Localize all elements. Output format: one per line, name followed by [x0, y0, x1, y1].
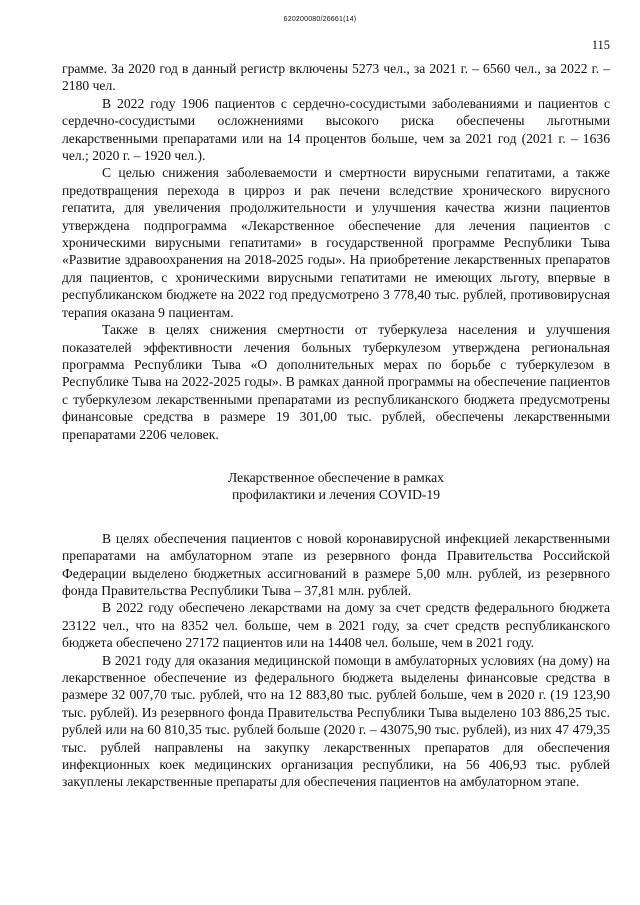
- section-heading-line: профилактики и лечения COVID-19: [231, 487, 441, 503]
- document-body: [62, 60, 610, 791]
- paragraph: Также в целях снижения смертности от туберкулеза населения и улучшения показателей эффективности лечения больных туберкулезом утверждена региональная программа Республики Тыва «О дополнительных мерах по борьбе с туберкулезом в Республике Тыва на 2022-2025 годы». В рамках данной программы на обеспечение пациентов с туберкулезом лекарственными препаратами из республиканского бюджета предусмотрены финансовые средства в размере 19 301,00 тыс. рублей, обеспечены лекарственными препаратами 2206 человек.: [62, 322, 610, 442]
- page-number: 115: [591, 38, 610, 52]
- section-heading: [62, 469, 610, 504]
- paragraph: грамме. За 2020 год в данный регистр включены 5273 чел., за 2021 г. – 6560 чел., за 2022 г. – 2180 чел.: [62, 61, 610, 94]
- paragraph: С целью снижения заболеваемости и смертности вирусными гепатитами, а также предотвращения перехода в цирроз и рак печени вследствие хронического вирусного гепатита, для увеличения продолжительности и улучшения качества жизни пациентов утверждена подпрограмма «Лекарственное обеспечение для лечения пациентов с хроническими вирусными гепатитами» в государственной программе Республики Тыва «Развитие здравоохранения на 2018-2025 годы». На приобретение лекарственных препаратов для пациентов, с хроническими вирусными гепатитами не имеющих льготу, впервые в республиканском бюджете на 2022 год предусмотрено 3 778,40 тыс. рублей, противовирусная терапия оказана 9 пациентам.: [62, 165, 610, 320]
- paragraph: В целях обеспечения пациентов с новой коронавирусной инфекцией лекарственными препаратами на амбулаторном этапе из резервного фонда Правительства Российской Федерации выделено бюджетных ассигнований в размере 5,00 млн. рублей, из резервного фонда Правительства Республики Тыва – 37,81 млн. рублей.: [62, 530, 610, 598]
- paragraph: В 2021 году для оказания медицинской помощи в амбулаторных условиях (на дому) на лекарственное обеспечение из федерального бюджета выделены финансовые средства в размере 32 007,70 тыс. рублей, что на 12 883,80 тыс. рублей больше, чем в 2020 г. (19 123,90 тыс. рублей). Из резервного фонда Правительства Республики Тыва выделено 103 886,25 тыс. рублей или на 60 810,35 тыс. рублей больше (2020 г. – 43075,90 тыс. рублей), из них 47 479,35 тыс. рублей направлены на закупку лекарственных препаратов для обеспечения инфекционных коек медицинских организация республики, на 56 406,93 тыс. рублей закуплены лекарственные препараты для обеспечения пациентов на амбулаторном этапе.: [62, 652, 610, 790]
- paragraph: В 2022 году 1906 пациентов с сердечно-сосудистыми заболеваниями и пациентов с сердечно-сосудистыми осложнениями высокого риска обеспечены льготными лекарственными препаратами или на 14 процентов больше, чем за 2021 год (2021 г. – 1636 чел.; 2020 г. – 1920 чел.).: [62, 95, 610, 164]
- paragraph: В 2022 году обеспечено лекарствами на дому за счет средств федерального бюджета 23122 чел., что на 8352 чел. больше, чем в 2021 году, за счет средств республиканского бюджета обеспечено 27172 пациентов или на 14408 чел. больше, чем в 2021 году.: [62, 600, 610, 651]
- document-code: 620200080/26661(14): [283, 16, 357, 23]
- section-heading-line: Лекарственное обеспечение в рамках: [228, 469, 444, 485]
